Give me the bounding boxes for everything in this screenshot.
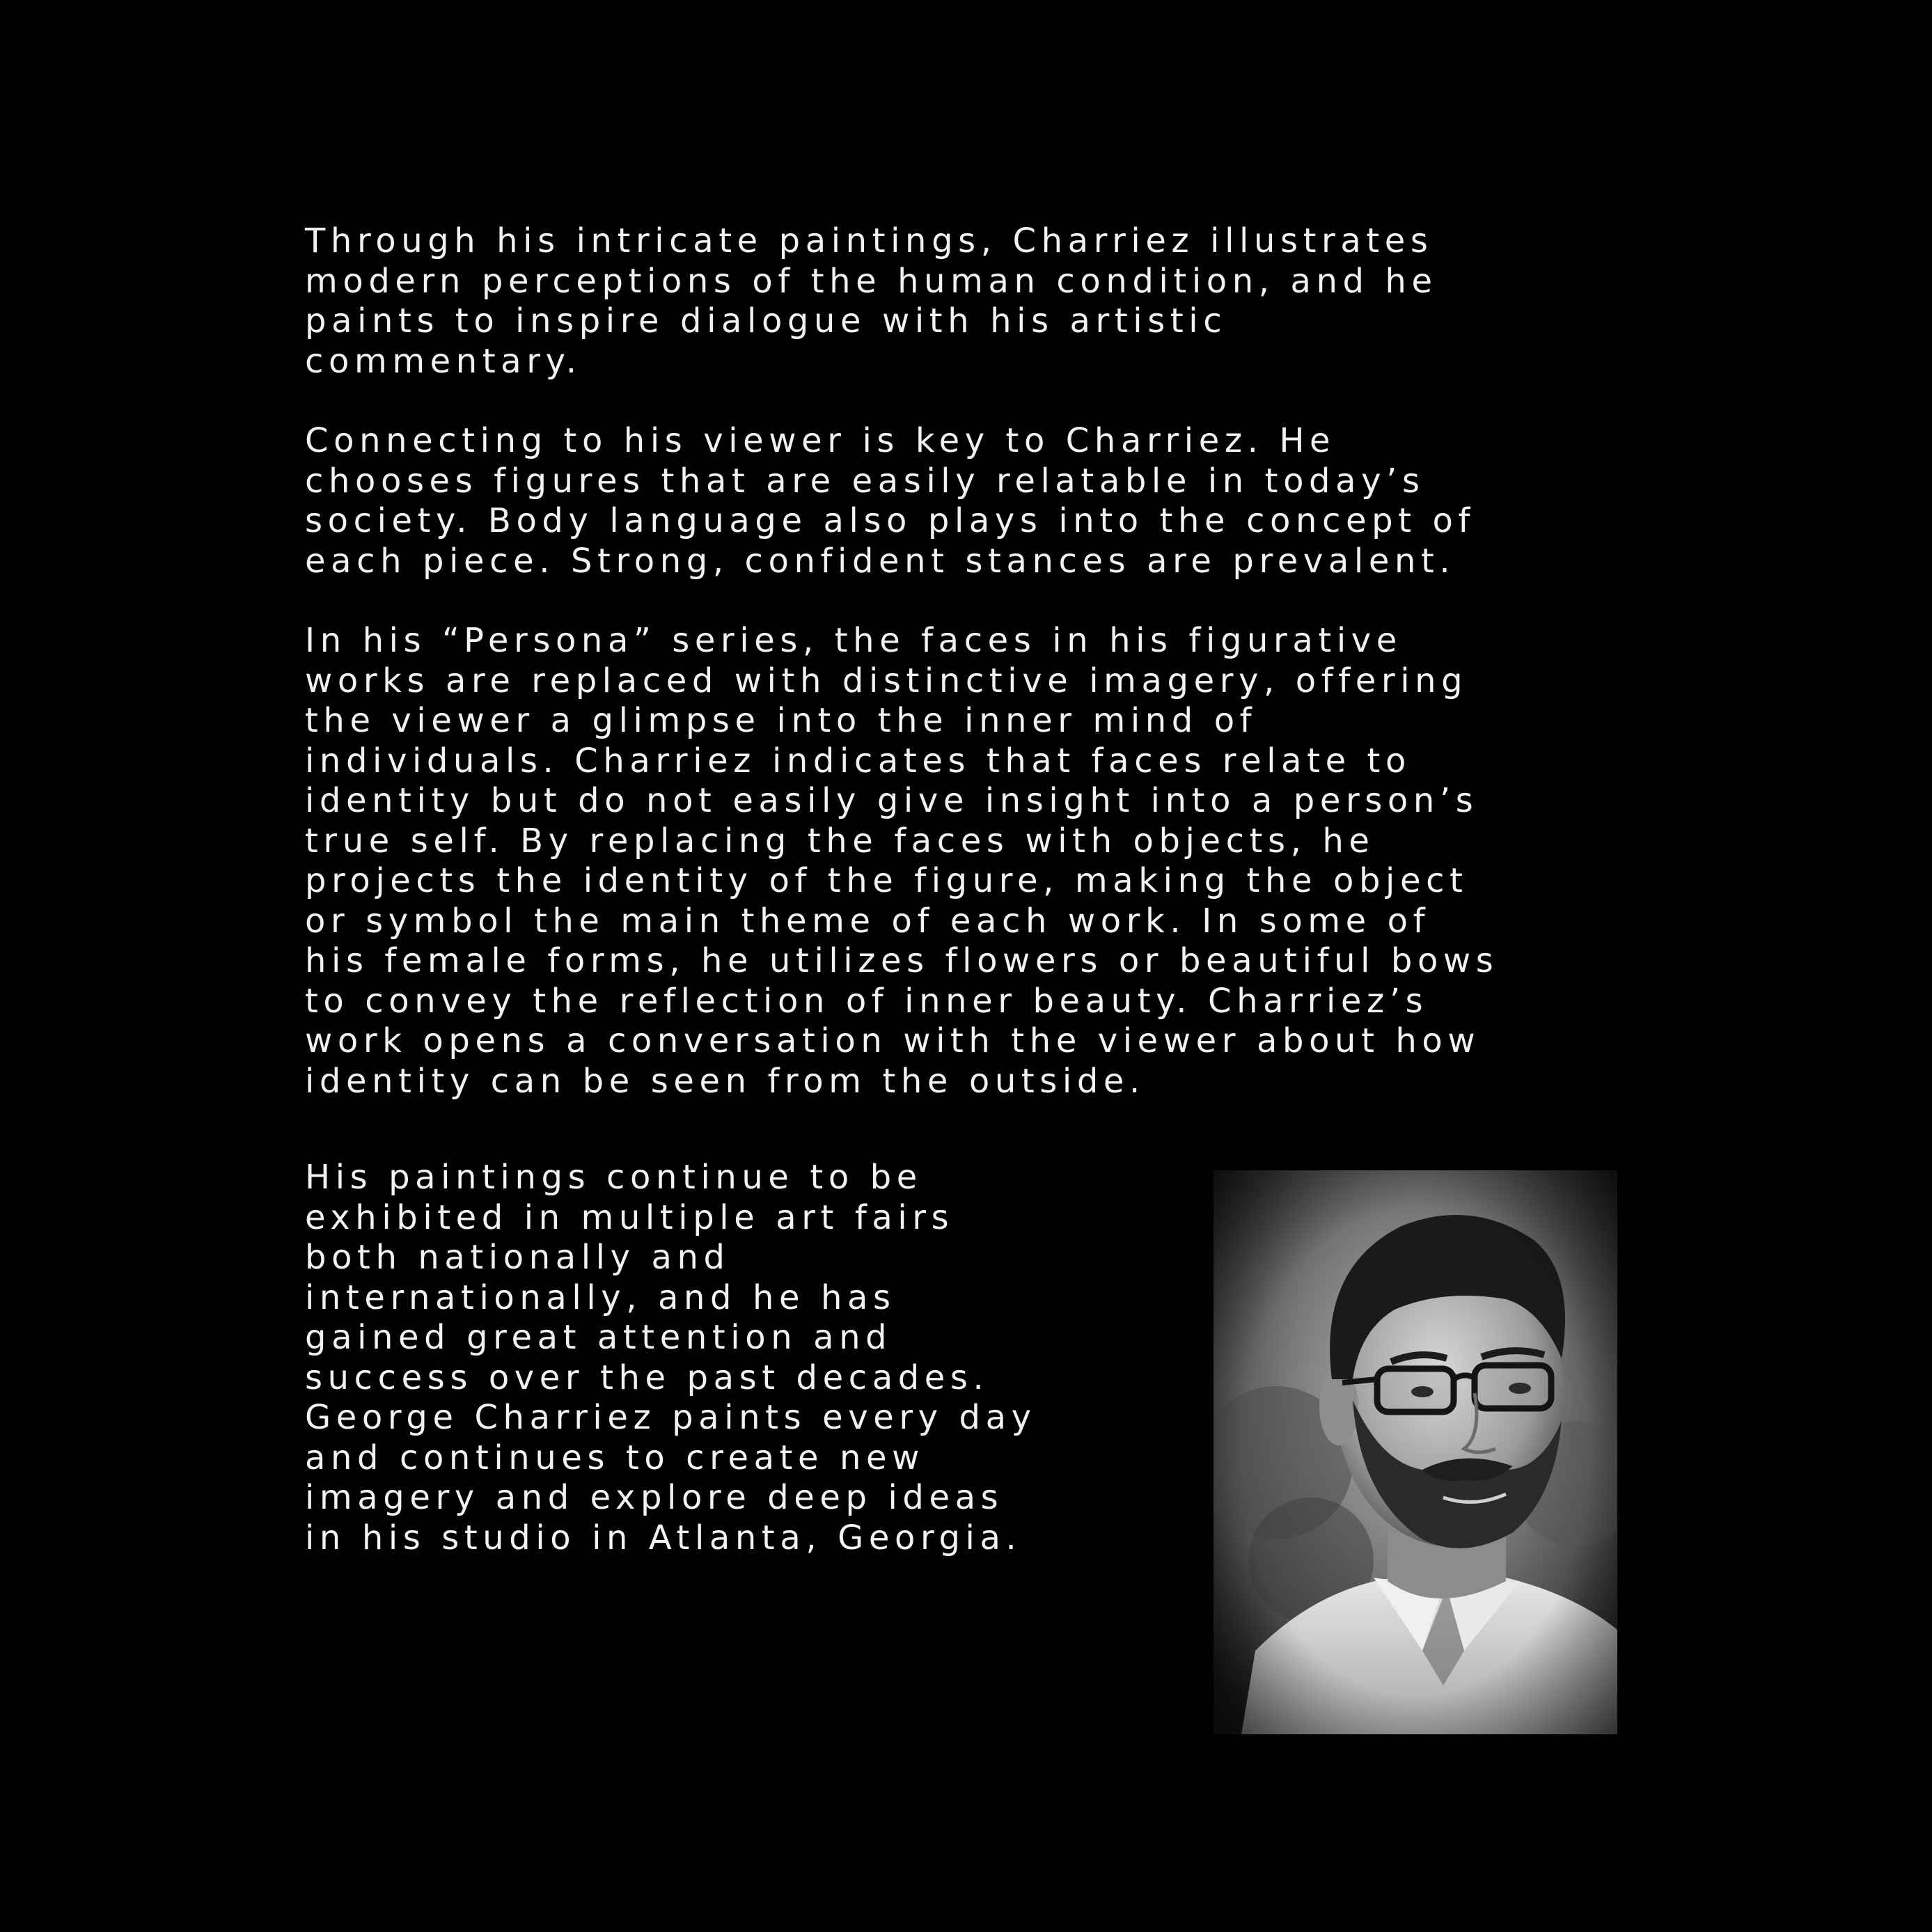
bio-line: modern perceptions of the human condition, and he [305,261,1438,301]
bio-line: chooses figures that are easily relatable in today’s [305,461,1425,501]
bio-paragraph-1 [305,221,1642,382]
bio-line: identity can be seen from the outside. [305,1061,1145,1101]
bio-line: the viewer a glimpse into the inner mind of [305,701,1257,740]
bio-line: Connecting to his viewer is key to Charriez. He [305,421,1336,460]
bio-line: In his “Persona” series, the faces in his figurative [305,621,1402,660]
bio-paragraph-2 [305,421,1642,581]
bio-paragraph-3 [305,621,1642,1101]
bio-line: paints to inspire dialogue with his artistic [305,301,1227,340]
bio-line: imagery and explore deep ideas [305,1478,1004,1517]
artist-portrait-photo [1214,1170,1617,1734]
bio-line: projects the identity of the figure, making the object [305,861,1468,900]
bio-line: each piece. Strong, confident stances are prevalent. [305,541,1456,581]
bio-line: gained great attention and [305,1318,893,1357]
bio-line: to convey the reflection of inner beauty. Charriez’s [305,981,1429,1021]
bio-line: commentary. [305,341,582,381]
bio-line: true self. By replacing the faces with objects, he [305,821,1375,861]
bio-line: or symbol the main theme of each work. In some of [305,901,1431,941]
bio-line: identity but do not easily give insight into a person’s [305,781,1479,820]
bio-line: society. Body language also plays into the concept of [305,501,1475,540]
bio-line: his female forms, he utilizes flowers or beautiful bows [305,941,1499,980]
bio-line: success over the past decades. [305,1358,989,1397]
bio-line: and continues to create new [305,1438,925,1477]
bio-text [305,221,1642,1141]
bio-line: in his studio in Atlanta, Georgia. [305,1518,1022,1557]
bio-line: both nationally and [305,1238,730,1277]
bio-line: individuals. Charriez indicates that faces relate to [305,741,1411,780]
bio-line: exhibited in multiple art fairs [305,1197,955,1237]
portrait-illustration [1214,1170,1617,1734]
bio-paragraph-4 [305,1158,1168,1558]
bio-line: works are replaced with distinctive imagery, offering [305,661,1468,700]
bio-line: internationally, and he has [305,1278,896,1317]
bio-line: His paintings continue to be [305,1158,922,1197]
bio-line: Through his intricate paintings, Charriez illustrates [305,221,1434,260]
bio-line: work opens a conversation with the viewer about how [305,1021,1481,1060]
bio-line: George Charriez paints every day [305,1398,1037,1437]
